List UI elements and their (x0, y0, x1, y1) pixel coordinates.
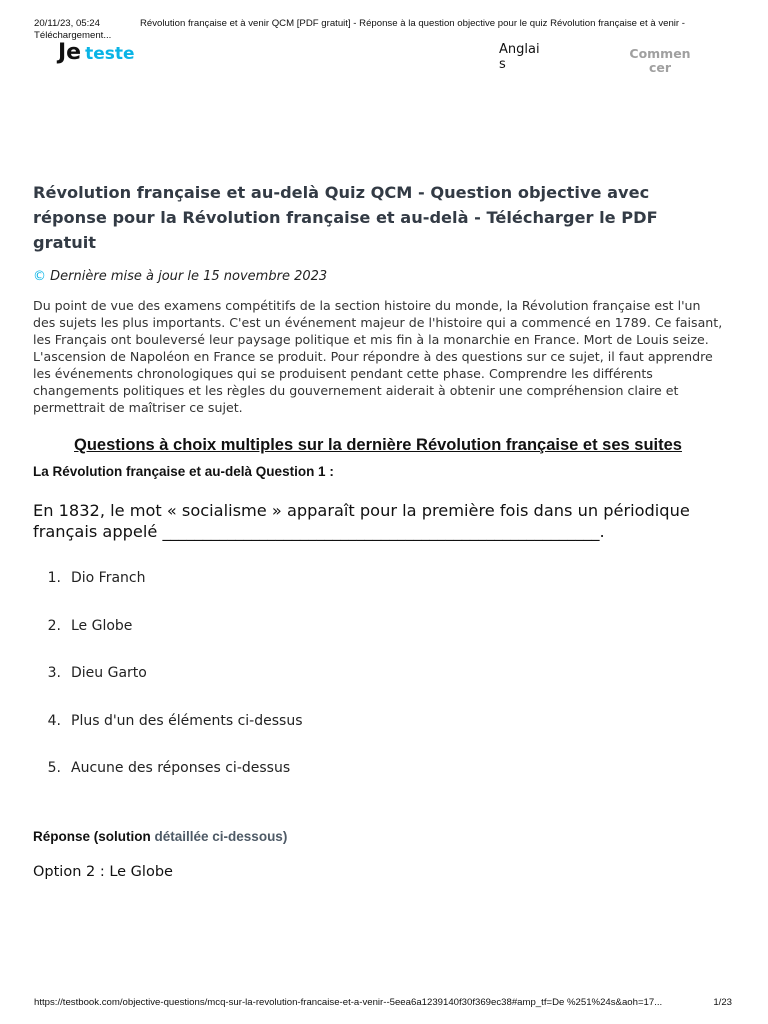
print-datetime: 20/11/23, 05:24 (34, 18, 100, 29)
intro-paragraph: Du point de vue des examens compétitifs de la section histoire du monde, la Révolution française est l'un des sujets les plus importants. C'est un événement majeur de l'histoire qui a commencé en 1789. Ce faisant, les Français ont bouleversé leur paysage politique et mis fin à la monarchie en France. Mort de Louis seize. L'ascension de Napoléon en France se produit. Pour répondre à des questions sur ce sujet, il faut apprendre les événements chronologiques qui se produisent pendant cette phase. Comprendre les différents changements politiques et les règles du gouvernement aiderait à obtenir une compréhension claire et permettrait de maîtriser ce sujet. (33, 298, 723, 415)
option-text: Aucune des réponses ci-dessus (71, 760, 291, 776)
logo-text-teste: teste (85, 44, 135, 64)
option-item (33, 568, 723, 616)
answer-options (33, 568, 723, 806)
start-button[interactable]: Commencer (629, 46, 691, 75)
print-url: https://testbook.com/objective-questions/mcq-sur-la-revolution-francaise-et-a-venir--5eea6a1239140f30f369ec38#amp_tf=De %251%24s&aoh=17... (34, 997, 663, 1008)
page-title: Révolution française et au-delà Quiz QCM - Question objective avec réponse pour la Révolution française et au-delà - Télécharger le PDF gratuit (33, 183, 658, 252)
print-page-title-continued: Téléchargement... (34, 30, 112, 41)
option-item (33, 616, 723, 664)
option-text: Le Globe (71, 617, 133, 634)
logo-text-je: Je (58, 40, 82, 65)
detailed-solution-link[interactable]: détaillée ci-dessous) (154, 828, 288, 844)
option-text: Dio Franch (71, 570, 146, 586)
option-number: 3. (47, 665, 61, 681)
section-heading: Questions à choix multiples sur la dernière Révolution française et ses suites (74, 436, 682, 454)
option-number: 5. (47, 760, 61, 776)
clock-icon: © (33, 269, 46, 284)
option-number: 1. (47, 570, 61, 586)
option-number: 2. (47, 617, 61, 634)
language-selector[interactable]: Anglais (499, 42, 540, 72)
answer-text: Option 2 : Le Globe (33, 863, 173, 880)
last-updated (33, 269, 723, 285)
option-number: 4. (47, 712, 61, 729)
option-text: Dieu Garto (71, 665, 147, 681)
question-label: La Révolution française et au-delà Question 1 : (33, 464, 334, 479)
option-item (33, 758, 723, 806)
print-page-number: 1/23 (713, 997, 732, 1008)
option-text: Plus d'un des éléments ci-dessus (71, 712, 303, 729)
answer-label (33, 828, 723, 845)
option-item (33, 711, 723, 759)
option-item (33, 663, 723, 711)
answer-label-text: Réponse (solution (33, 828, 151, 844)
last-updated-text: Dernière mise à jour le 15 novembre 2023 (50, 269, 328, 284)
print-page-title: Révolution française et à venir QCM [PDF gratuit] - Réponse à la question objective pour le quiz Révolution française et à venir - (140, 18, 685, 29)
question-text: En 1832, le mot « socialisme » apparaît pour la première fois dans un périodique français appelé ______________________________________________________. (33, 501, 690, 541)
site-logo[interactable] (58, 40, 135, 65)
article-content (33, 180, 723, 881)
